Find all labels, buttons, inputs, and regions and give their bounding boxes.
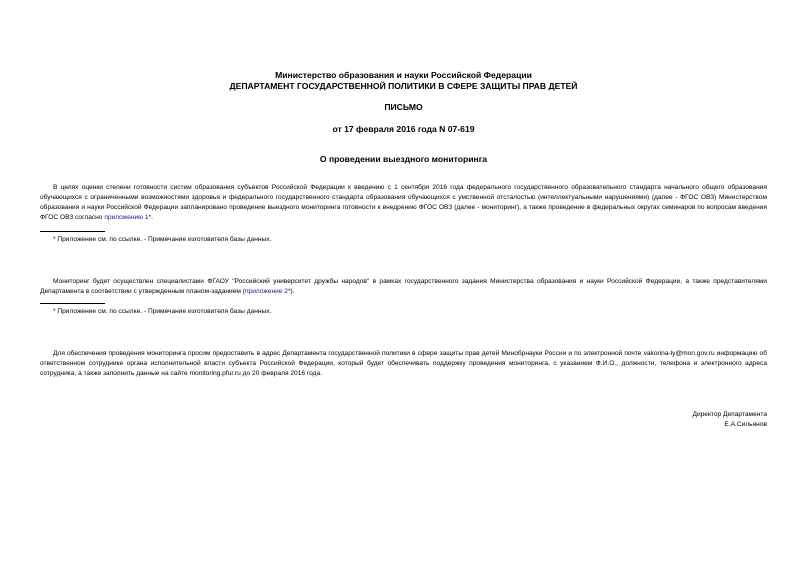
paragraph-2-text: Мониторинг будет осуществлен специалистами ФГАОУ "Российский университет дружбы народов" в рамках государственного задания Министерства образования и науки Российской Федерации, а также представителями Департамента в соответствии с утвержденным планом-заданием ( (40, 278, 767, 295)
department-title: ДЕПАРТАМЕНТ ГОСУДАРСТВЕННОЙ ПОЛИТИКИ В СФЕРЕ ЗАЩИТЫ ПРАВ ДЕТЕЙ (229, 81, 578, 91)
paragraph-3-text: Для обеспечения проведения мониторинга просим предоставить в адрес Департамента государственной политики в сфере защиты прав детей Минобрнауки России и по электронной почте vakorina-ly@mon.gov.ru информацию об ответственном сотруднике органа исполнительной власти субъекта Российской Федерации, который будет обеспечивать поддержку проведения мониторинга, с указанием Ф.И.О., должности, телефона и электронного адреса сотрудника, а также заполнить данные на сайте monitoring.pfur.ru до 20 февраля 2016 года. (40, 350, 767, 377)
footnote-2: * Приложение см. по ссылке. - Примечание изготовителя базы данных. (53, 308, 272, 315)
paragraph-1-tail: *. (148, 214, 154, 221)
paragraph-1 (40, 183, 767, 223)
paragraph-1-text: В целях оценки степени готовности систем образования субъектов Российской Федерации к введению с 1 сентября 2016 года федерального государственного образовательного стандарта начального общего образования обучающихся с ограниченными возможностями здоровья и федерального государственного стандарта образования обучающихся с умственной отсталостью (интеллектуальными нарушениями) (далее - ФГОС ОВЗ) Министерством образования и науки Российской Федерации запланировано проведение выездного мониторинга готовности к внедрению ФГОС ОВЗ (далее - мониторинг), а также проведение в федеральных округах семинаров по вопросам введения ФГОС ОВЗ согласно (40, 184, 767, 221)
signature-title: Директор Департамента (692, 411, 767, 418)
appendix-1-link[interactable]: приложению 1 (104, 214, 149, 221)
footnote-divider-1 (40, 231, 105, 232)
footnote-divider-2 (40, 303, 105, 304)
paragraph-2-tail: *). (287, 288, 295, 295)
paragraph-2 (40, 277, 767, 297)
appendix-2-link[interactable]: приложение 2 (244, 288, 288, 295)
signature-name: Е.А.Сильянов (724, 421, 767, 428)
footnote-1: * Приложение см. по ссылке. - Примечание изготовителя базы данных. (53, 236, 272, 243)
document-subject: О проведении выездного мониторинга (319, 154, 488, 164)
document-type: ПИСЬМО (384, 102, 423, 112)
document-date-number: от 17 февраля 2016 года N 07-619 (332, 124, 475, 134)
paragraph-3 (40, 349, 767, 379)
ministry-title: Министерство образования и науки Российской Федерации (275, 70, 532, 80)
